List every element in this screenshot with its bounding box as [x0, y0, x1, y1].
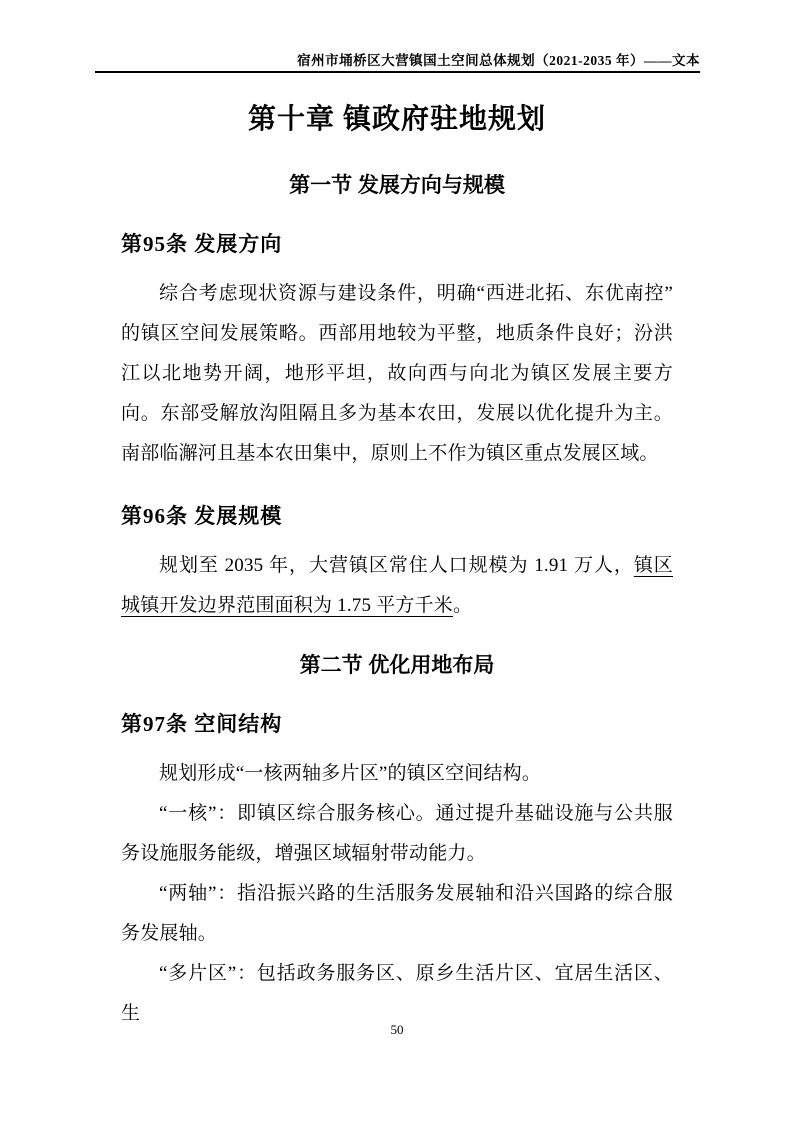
- document-body: [121, 73, 673, 1034]
- article-97-heading: 第97条 空间结构: [121, 712, 283, 736]
- article-97-paragraph-1: 规划形成“一核两轴多片区”的镇区空间结构。: [159, 763, 542, 784]
- page-footer: [0, 1022, 794, 1038]
- article-97-paragraph-4: “多片区”：包括政务服务区、原乡生活片区、宜居生活区、生: [121, 963, 673, 1024]
- chapter-title: 第十章 镇政府驻地规划: [247, 104, 546, 135]
- section-title-2: 第二节 优化用地布局: [299, 654, 495, 677]
- article-96-text-tail: 。: [452, 595, 473, 616]
- header-title: 宿州市埇桥区大营镇国土空间总体规划（2021-2035 年）——文本: [297, 53, 700, 68]
- article-97-paragraph-3: “两轴”：指沿振兴路的生活服务发展轴和沿兴国路的综合服务发展轴。: [121, 883, 673, 944]
- page-header: [95, 52, 700, 73]
- article-96-text-lead: 规划至 2035 年，大营镇区常住人口规模为 1.91 万人，: [159, 555, 634, 576]
- article-95-paragraph: 综合考虑现状资源与建设条件，明确“西进北拓、东优南控”的镇区空间发展策略。西部用地较为平整，地质条件良好；汾洪江以北地势开阔，地形平坦，故向西与向北为镇区发展主要方向。东部受解放沟阻隔且多为基本农田，发展以优化提升为主。南部临澥河且基本农田集中，原则上不作为镇区重点发展区域。: [121, 283, 673, 464]
- article-96-heading: 第96条 发展规模: [121, 504, 283, 528]
- article-97-paragraph-2: “一核”：即镇区综合服务核心。通过提升基础设施与公共服务设施服务能级，增强区域辐射带动能力。: [121, 803, 673, 864]
- article-96-text-underlined: 镇区城镇开发边界范围面积为 1.75 平方千米: [121, 555, 673, 616]
- section-title-1: 第一节 发展方向与规模: [289, 174, 505, 197]
- page-number: 50: [390, 1022, 404, 1037]
- article-96-paragraph: [121, 546, 673, 626]
- article-95-heading: 第95条 发展方向: [121, 232, 283, 256]
